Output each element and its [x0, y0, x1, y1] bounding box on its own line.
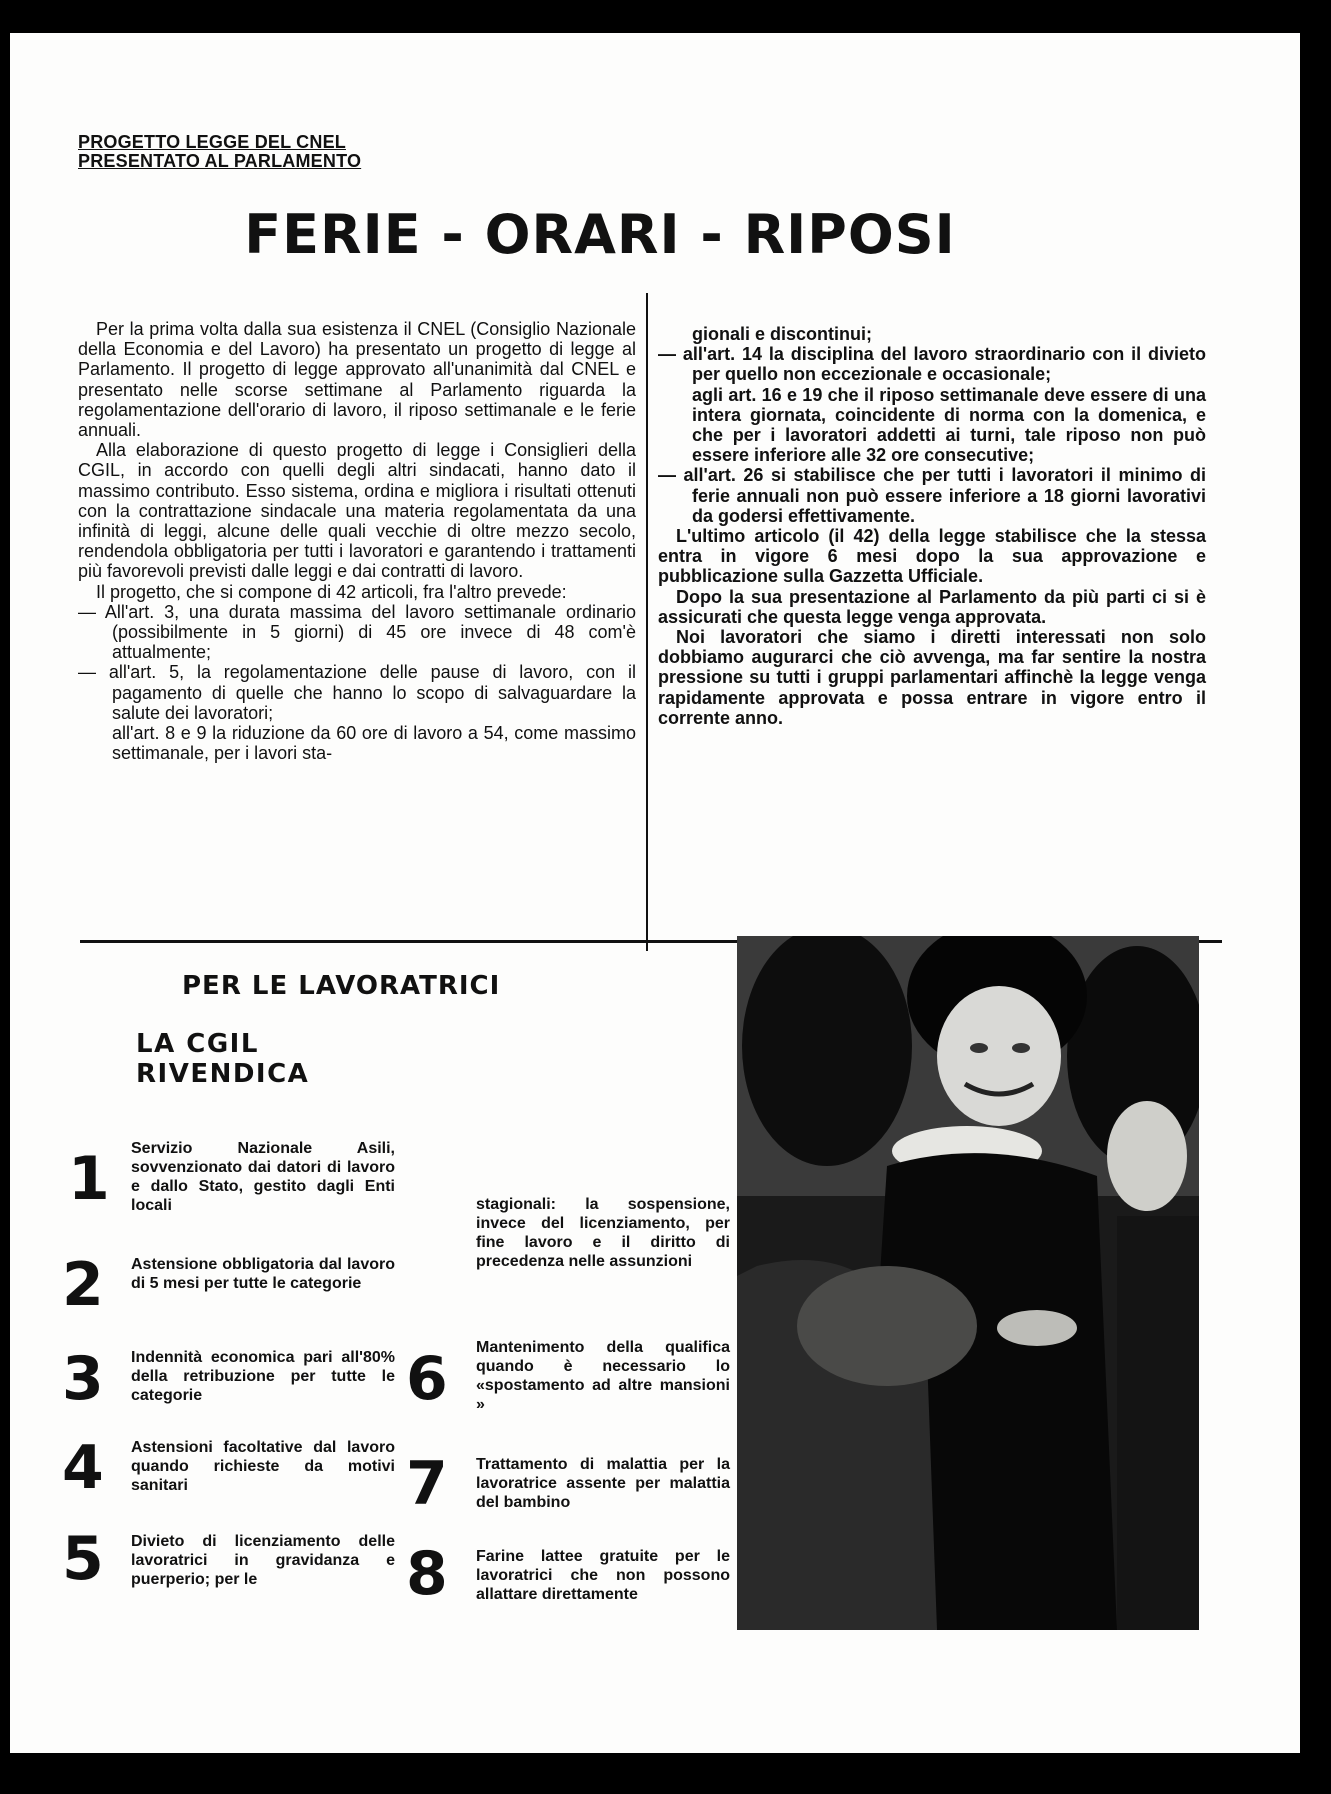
article-list-item: — All'art. 3, una durata massima del lavoro settimanale ordinario (possibilmente in 5 giorni) di 45 ore invece di 48 com'è attualmente; [78, 601, 636, 663]
article-list-item: — all'art. 14 la disciplina del lavoro straordinario con il divieto per quello non eccezionale e occasionale; [658, 344, 1206, 385]
section-title: PER LE LAVORATRICI [182, 971, 501, 1001]
demand-number: 1 [68, 1144, 110, 1214]
demand-number: 4 [62, 1433, 104, 1503]
article-list-item: agli art. 16 e 19 che il riposo settimanale deve essere di una intera giornata, coincidente di norma con la domenica, e che per i lavoratori addetti ai turni, tale riposo non può essere inferiore alle 32 ore consecutive; [692, 384, 1206, 466]
kicker-line-2: PRESENTATO AL PARLAMENTO [78, 151, 362, 171]
article-left-column [78, 319, 636, 763]
demand-number: 5 [62, 1524, 104, 1594]
column-divider [646, 293, 648, 951]
section-subtitle [136, 1029, 309, 1089]
demand-number: 3 [62, 1344, 104, 1414]
demand-text: Astensione obbligatoria dal lavoro di 5 mesi per tutte le categorie [131, 1256, 395, 1292]
article-list-item: gionali e discontinui; [692, 324, 872, 344]
demand-text: Mantenimento della qualifica quando è necessario lo «spostamento ad altre mansioni » [476, 1339, 730, 1413]
article-list-item: all'art. 8 e 9 la riduzione da 60 ore di lavoro a 54, come massimo settimanale, per i lavori sta- [112, 723, 636, 764]
headline: FERIE - ORARI - RIPOSI [244, 203, 956, 266]
article-right-column [658, 324, 1206, 728]
demand-text: Astensioni facoltative dal lavoro quando richieste da motivi sanitari [131, 1439, 395, 1494]
photograph-illustration [737, 936, 1199, 1630]
demand-number: 7 [406, 1449, 448, 1519]
demand-number: 8 [406, 1539, 448, 1609]
kicker [78, 133, 361, 171]
section-subtitle-line-1: LA CGIL [136, 1029, 259, 1059]
article-paragraph: L'ultimo articolo (il 42) della legge stabilisce che la stessa entra in vigore 6 mesi dopo la sua approvazione e pubblicazione sulla Gazzetta Ufficiale. [658, 526, 1206, 587]
article-list-item: — all'art. 26 si stabilisce che per tutti i lavoratori il minimo di ferie annuali non può essere inferiore a 18 giorni lavorativi da godersi effettivamente. [658, 465, 1206, 526]
article-list-item: — all'art. 5, la regolamentazione delle pause di lavoro, con il pagamento di quelle che hanno lo scopo di salvaguardare la salute dei lavoratori; [78, 662, 636, 723]
demand-text: Trattamento di malattia per la lavoratrice assente per malattia del bambino [476, 1456, 730, 1511]
demand-text-continued: stagionali: la sospensione, invece del licenziamento, per fine lavoro e il diritto di precedenza nelle assunzioni [476, 1196, 730, 1270]
magazine-page [10, 33, 1300, 1753]
kicker-line-1: PROGETTO LEGGE DEL CNEL [78, 132, 346, 152]
demand-text: Servizio Nazionale Asili, sovvenzionato dai datori di lavoro e dallo Stato, gestito dagli Enti locali [131, 1140, 395, 1214]
demand-text: Indennità economica pari all'80% della retribuzione per tutte le categorie [131, 1349, 395, 1404]
demand-number: 6 [406, 1344, 448, 1414]
demand-text: Farine lattee gratuite per le lavoratrici che non possono allattare direttamente [476, 1548, 730, 1603]
demand-text: Divieto di licenziamento delle lavoratrici in gravidanza e puerperio; per le [131, 1533, 395, 1588]
workers-photograph [737, 936, 1199, 1630]
article-paragraph: Per la prima volta dalla sua esistenza il CNEL (Consiglio Nazionale della Economia e del Lavoro) ha presentato un progetto di legge al Parlamento. Il progetto di legge approvato all'unanimità dal CNEL e presentato nelle scorse settimane al Parlamento riguarda la regolamentazione dell'orario di lavoro, il riposo settimanale e le ferie annuali. [78, 319, 636, 441]
article-paragraph: Noi lavoratori che siamo i diretti interessati non solo dobbiamo augurarci che ciò avvenga, ma far sentire la nostra pressione su tutti i gruppi parlamentari affinchè la legge venga rapidamente approvata e possa entrare in vigore entro il corrente anno. [658, 627, 1206, 728]
demand-number: 2 [62, 1250, 104, 1320]
article-paragraph: Dopo la sua presentazione al Parlamento da più parti ci si è assicurati che questa legge venga approvata. [658, 586, 1206, 627]
article-paragraph: Alla elaborazione di questo progetto di legge i Consiglieri della CGIL, in accordo con quelli degli altri sindacati, hanno dato il massimo contributo. Esso sistema, ordina e migliora i risultati ottenuti con la contrattazione sindacale una materia regolamentata da una infinità di leggi, alcune delle quali vecchie di oltre mezzo secolo, rendendola obbligatoria per tutti i lavoratori e garantendo i trattamenti più favorevoli previsti dalle leggi e dai contratti di lavoro. [78, 440, 636, 582]
section-subtitle-line-2: RIVENDICA [136, 1059, 310, 1089]
article-paragraph: Il progetto, che si compone di 42 articoli, fra l'altro prevede: [96, 581, 567, 602]
